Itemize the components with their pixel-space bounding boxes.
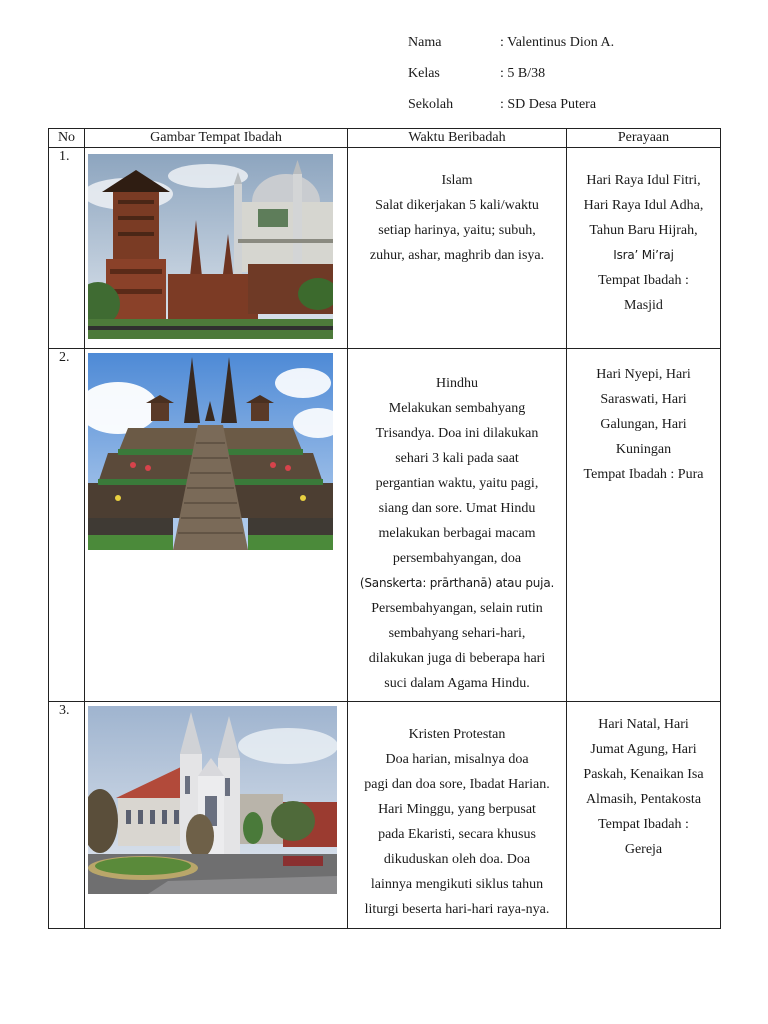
waktu-line: lainnya mengikuti siklus tahun [370,877,544,892]
perayaan-line: Almasih, Pentakosta [585,792,702,807]
waktu-line: Doa harian, misalnya doa [385,752,529,767]
waktu-cell [348,349,567,702]
waktu-line: siang dan sore. Umat Hindu [378,501,536,516]
perayaan-line: Isra’ Mi’raj [613,248,674,262]
row-number: 2. [49,349,85,702]
nama-label: Nama [408,35,442,50]
waktu-line: zuhur, ashar, maghrib dan isya. [369,248,545,263]
row-number: 3. [49,702,85,929]
hindu-temple-photo [88,353,333,550]
waktu-text [348,148,566,268]
waktu-line: liturgi beserta hari-hari raya-nya. [364,902,550,917]
waktu-line: Salat dikerjakan 5 kali/waktu [375,198,539,213]
column-header-no: No [49,129,85,148]
column-header-perayaan: Perayaan [567,129,721,148]
kelas-value: : 5 B/38 [500,66,546,81]
perayaan-cell [567,702,721,929]
sekolah-value: : SD Desa Putera [500,97,597,112]
row-number: 1. [49,148,85,349]
image-cell [85,702,348,929]
perayaan-line: Tempat Ibadah : [598,817,689,832]
kelas-label: Kelas [408,66,440,81]
waktu-line: pagi dan doa sore, Ibadat Harian. [364,777,550,792]
image-cell [85,349,348,702]
perayaan-line: Kuningan [615,442,672,457]
image-cell [85,148,348,349]
waktu-line: Hari Minggu, yang berpusat [378,802,536,817]
waktu-line: Persembahyangan, selain rutin [371,601,543,616]
mosque-photo [88,154,333,339]
waktu-line: suci dalam Agama Hindu. [384,676,530,691]
perayaan-line: Tempat Ibadah : Pura [583,467,704,482]
waktu-line: (Sanskerta: prārthanā) atau puja. [359,576,555,590]
waktu-line: dilakukan juga di beberapa hari [368,651,546,666]
perayaan-line: Tempat Ibadah : [598,273,689,288]
perayaan-line: Hari Raya Idul Fitri, [586,173,701,188]
perayaan-text [567,349,720,487]
waktu-text [348,702,566,922]
waktu-line: sembahyang sehari-hari, [388,626,526,641]
waktu-cell [348,702,567,929]
waktu-line: setiap harinya, yaitu; subuh, [378,223,536,238]
perayaan-line: Hari Raya Idul Adha, [583,198,704,213]
sekolah-label: Sekolah [408,97,454,112]
column-header-gambar: Gambar Tempat Ibadah [85,129,348,148]
perayaan-text [567,148,720,318]
church-photo [88,706,337,894]
waktu-line: persembahyangan, doa [392,551,522,566]
table-header-row [49,129,721,148]
perayaan-line: Hari Nyepi, Hari [596,367,691,382]
perayaan-line: Paskah, Kenaikan Isa [583,767,704,782]
perayaan-line: Saraswati, Hari [600,392,687,407]
perayaan-line: Tahun Baru Hijrah, [589,223,698,238]
waktu-text [348,349,566,696]
perayaan-cell [567,148,721,349]
column-header-waktu: Waktu Beribadah [348,129,567,148]
table-row [49,349,721,702]
waktu-cell [348,148,567,349]
waktu-line: pergantian waktu, yaitu pagi, [375,476,539,491]
perayaan-line: Masjid [624,298,663,313]
waktu-line: Kristen Protestan [408,727,506,742]
nama-value: : Valentinus Dion A. [500,35,615,50]
perayaan-line: Gereja [624,842,663,857]
perayaan-line: Galungan, Hari [600,417,687,432]
worship-table [48,128,721,929]
perayaan-text [567,702,720,862]
waktu-line: Trisandya. Doa ini dilakukan [375,426,539,441]
table-row [49,148,721,349]
waktu-line: Islam [441,173,473,188]
waktu-line: pada Ekaristi, secara khusus [378,827,536,842]
waktu-line: melakukan berbagai macam [378,526,536,541]
waktu-line: sehari 3 kali pada saat [395,451,519,466]
perayaan-cell [567,349,721,702]
waktu-line: Hindhu [436,376,478,391]
waktu-line: Melakukan sembahyang [388,401,526,416]
perayaan-line: Hari Natal, Hari [598,717,689,732]
table-row [49,702,721,929]
waktu-line: dikuduskan oleh doa. Doa [383,852,531,867]
perayaan-line: Jumat Agung, Hari [590,742,697,757]
